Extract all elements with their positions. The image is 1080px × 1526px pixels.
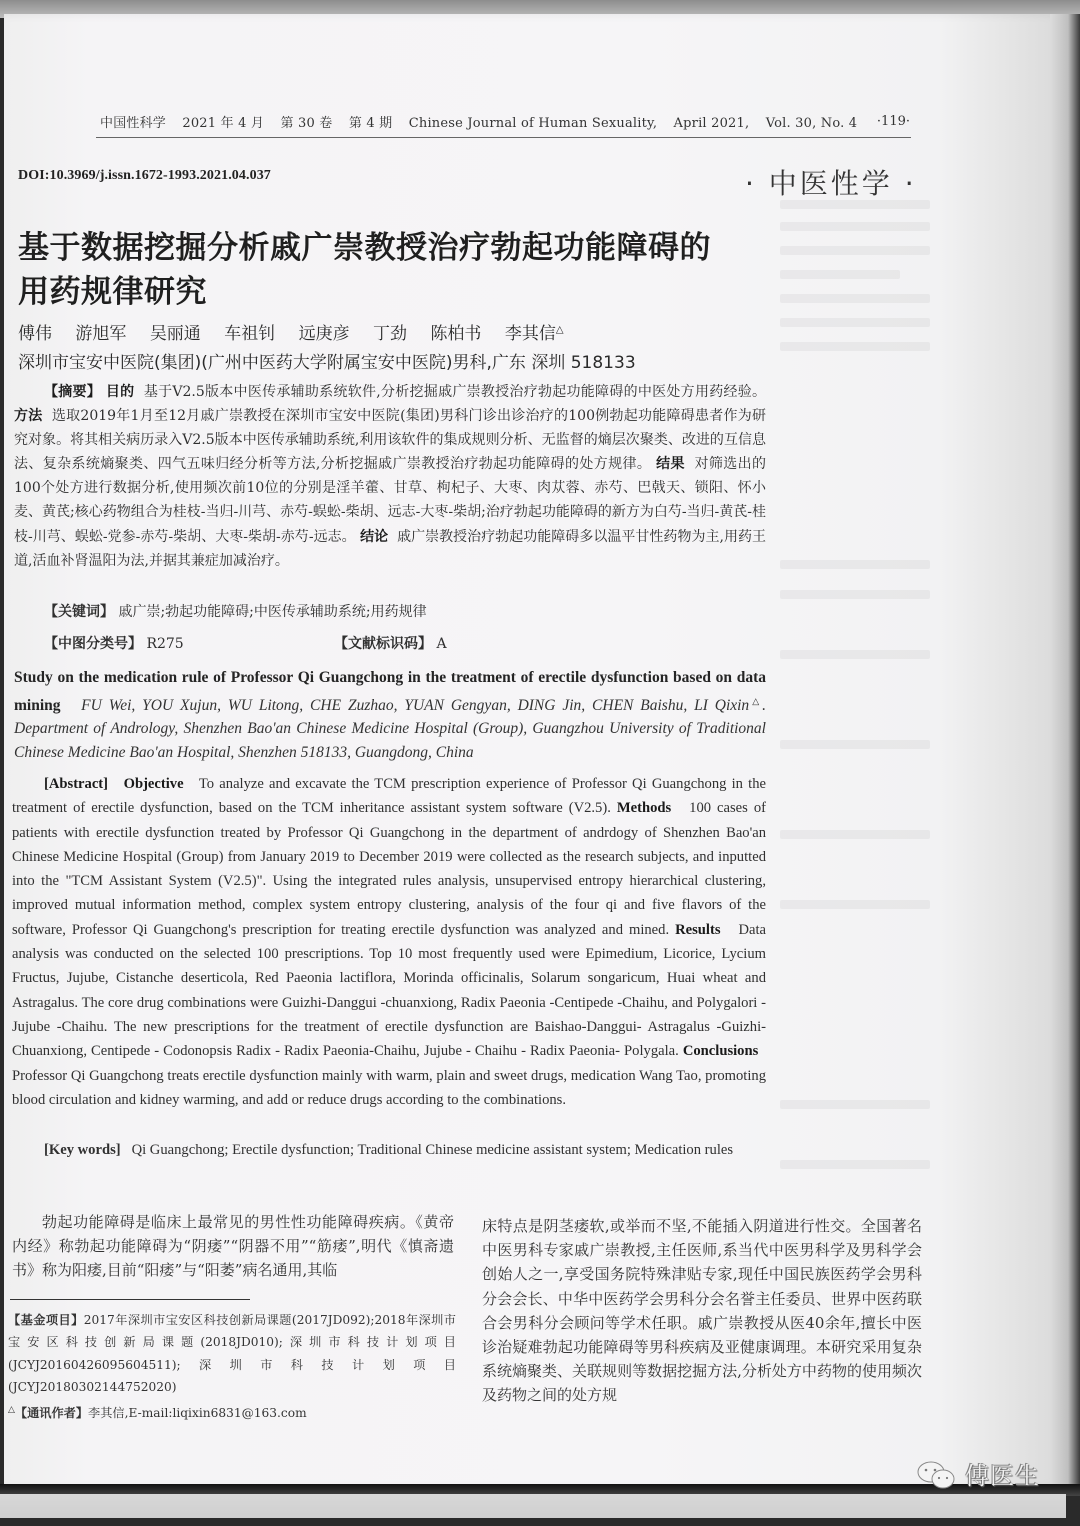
article-title-en-block bbox=[14, 666, 766, 765]
fund-note bbox=[8, 1309, 456, 1399]
methods-label: 方法 bbox=[14, 408, 43, 425]
column-label: · 中医性学 · bbox=[745, 167, 917, 200]
volume-issue-en: Vol. 30, No. 4 bbox=[765, 115, 858, 131]
corresponding-mark: △ bbox=[749, 695, 763, 706]
results-text-en: Data analysis was conducted on the selected 100 prescriptions. Top 10 most frequently used were Epimedium, Licorice, Lycium Fructus, Jujube, Cistanche deserticola, Red Paeonia lactiflora, Morinda officinalis, Solarum songaricum, Huai wheat and Astragalus. The core drug combinations were Guizhi-Danggui -chuanxiong, Radix Paeonia -Centipede -Chaihu, and Polygalori -Jujube -Chaihu. The new prescriptions for the treatment of erectile dysfunction are Baishao-Danggui- Astragalus -Guizhi-Chuanxiong, Centipede - Codonopsis Radix - Radix Paeonia-Chaihu, Jujube - Chaihu - Radix Paeonia- Polygala. bbox=[12, 921, 766, 1060]
corresponding-author-note bbox=[8, 1399, 456, 1424]
article-title-en: Study on the medication rule of Professor Qi Guangchong in the treatment of erectile dysfunction based on data mining bbox=[14, 669, 766, 714]
title-line-1: 基于数据挖掘分析戚广崇教授治疗勃起功能障碍的 bbox=[18, 230, 711, 266]
abstract-en bbox=[12, 772, 766, 1112]
objective-text-en: To analyze and excavate the TCM prescription experience of Professor Qi Guangchong in the treatment of erectile dysfunction, based on the TCM inheritance assistant system software (V2.5). bbox=[12, 776, 766, 817]
keywords-label-en: [Key words] bbox=[44, 1142, 121, 1158]
scanner-edge-bottom bbox=[0, 1494, 1066, 1518]
classification-line bbox=[44, 633, 764, 653]
page-edge-right bbox=[1050, 14, 1080, 1494]
corresponding-mark: △ bbox=[555, 324, 564, 336]
corresponding-mark: △ bbox=[8, 1404, 15, 1415]
running-header bbox=[100, 110, 910, 132]
keywords-label: 【关键词】 bbox=[44, 604, 114, 620]
watermark-text: 傅医生 bbox=[965, 1462, 1040, 1490]
abstract-cn bbox=[14, 380, 766, 573]
objective-label-en: Objective bbox=[123, 776, 184, 792]
clc-value: R275 bbox=[146, 636, 184, 652]
results-text: 对筛选出的100个处方进行数据分析,使用频次前10位的分别是淫羊藿、甘草、枸杞子、大枣、肉苁蓉、赤芍、巴戟天、锁阳、怀小麦、黄芪;核心药物组合为桂枝-当归-川芎、赤芍-蜈蚣-柴胡、远志-大枣-柴胡;治疗勃起功能障碍的新方为白芍-当归-黄芪-桂枝-川芎、蜈蚣-党参-赤芍-柴胡、大枣-柴胡-赤芍-远志。 bbox=[14, 456, 767, 545]
objective-text: 基于V2.5版本中医传承辅助系统软件,分析挖掘戚广崇教授治疗勃起功能障碍的中医处方用药经验。 bbox=[143, 384, 767, 400]
conclusions-label-en: Conclusions bbox=[682, 1043, 759, 1060]
author: 陈柏书 bbox=[430, 324, 482, 344]
journal-name-en: Chinese Journal of Human Sexuality, bbox=[408, 115, 658, 131]
author-list-cn bbox=[18, 319, 582, 344]
fund-label: 【基金项目】 bbox=[8, 1313, 84, 1327]
results-label: 结果 bbox=[656, 456, 685, 473]
clc-label: 【中图分类号】 bbox=[44, 636, 142, 652]
corr-label: 【通讯作者】 bbox=[14, 1405, 89, 1420]
doc-code-value: A bbox=[436, 636, 447, 652]
article-title-cn bbox=[18, 226, 778, 314]
author: 游旭军 bbox=[75, 324, 127, 344]
keywords-cn bbox=[44, 601, 427, 621]
body-paragraph-right: 床特点是阴茎痿软,或举而不坚,不能插入阴道进行性交。全国著名中医男科专家戚广崇教授,主任医师,系当代中医男科学及男科学会创始人之一,享受国务院特殊津贴专家,现任中国民族医药学会男科分会会长、中华中医药学会男科分会名誉主任委员、世界中医药联合会男科分会顾问等学术任职。戚广崇教授从医40余年,擅长中医诊治疑难勃起功能障碍等男科疾病及亚健康调理。本研究采用复杂系统熵聚类、关联规则等数据挖掘方法,分析处方中药物的使用频次及药物之间的处方规 bbox=[482, 1217, 922, 1405]
doc-code-label: 【文献标识码】 bbox=[334, 636, 432, 652]
methods-text-en: 100 cases of patients with erectile dysfunction treated by Professor Qi Guangchong in the department of andrdogy of Shenzhen Bao'an Chinese Medicine Hospital (Group) from January 2019 to December 2019 were collected as the research subjects, and inputted into the "TCM Assistant System (V2.5)". Using the integrated rules analysis, unsupervised entropy hierarchical clustering, improved mutual information method, complex system entropy clustering, analysis of the four qi and five flavors of the software, Professor Qi Guangchong's prescription for treating erectile dysfunction was analyzed and mined. bbox=[12, 800, 766, 938]
author: 傅伟 bbox=[18, 324, 52, 344]
fund-text: 2017年深圳市宝安区科技创新局课题(2017JD092);2018年深圳市宝安区科技创新局课题(2018JD010);深圳市科技计划项目(JCYJ20160426095604511);深圳市科技计划项目(JCYJ20180302144752020) bbox=[8, 1313, 456, 1395]
author: 车祖钊 bbox=[224, 324, 276, 344]
affiliation-en: . Department of Andrology, Shenzhen Bao'an Chinese Medicine Hospital (Group), Guangzhou University of Traditional Chinese Medicine Bao'an Hospital, Shenzhen 518133, Guangdong, China bbox=[14, 696, 767, 761]
header-rule bbox=[96, 137, 911, 138]
author: 丁劲 bbox=[373, 324, 408, 344]
author-list-en: FU Wei, YOU Xujun, WU Litong, CHE Zuzhao, YUAN Gengyan, DING Jin, CHEN Baishu, LI Qixin bbox=[81, 696, 750, 714]
issue-cn: 第 4 期 bbox=[348, 115, 393, 131]
issue-date-cn: 2021 年 4 月 bbox=[182, 115, 265, 131]
keywords-text-en: Qi Guangchong; Erectile dysfunction; Traditional Chinese medicine assistant system; Medication rules bbox=[131, 1142, 734, 1158]
conclusions-text-en: Professor Qi Guangchong treats erectile dysfunction mainly with warm, plain and sweet drugs, medication Wang Tao, promoting blood circulation and kidney warming, and add or reduce drugs according to the combinations. bbox=[12, 1067, 766, 1108]
volume-cn: 第 30 卷 bbox=[280, 115, 333, 131]
corr-text: 李其信,E-mail:liqixin6831@163.com bbox=[88, 1405, 307, 1420]
conclusion-label: 结论 bbox=[360, 528, 389, 545]
corresponding-author: 李其信△ bbox=[504, 324, 564, 344]
keywords-en bbox=[12, 1138, 766, 1162]
title-line-2: 用药规律研究 bbox=[18, 274, 207, 310]
conclusion-text: 戚广崇教授治疗勃起功能障碍多以温平甘性药物为主,用药王道,活血补肾温阳为法,并据其兼症加减治疗。 bbox=[14, 528, 767, 569]
author: 吴丽通 bbox=[149, 324, 201, 344]
footnote-rule bbox=[10, 1299, 250, 1300]
abstract-label-en: [Abstract] bbox=[44, 776, 109, 792]
author: 远庚彦 bbox=[298, 324, 350, 344]
doi: DOI:10.3969/j.issn.1672-1993.2021.04.037 bbox=[18, 168, 271, 183]
wechat-icon bbox=[915, 1459, 959, 1489]
watermark bbox=[915, 1456, 1040, 1491]
body-paragraph-left: 勃起功能障碍是临床上最常见的男性性功能障碍疾病。《黄帝内经》称勃起功能障碍为“阴痿”“阴器不用”“筋痿”,明代《慎斋遗书》称为阳痿,目前“阳痿”与“阳萎”病名通用,其临 bbox=[12, 1213, 454, 1279]
footnote bbox=[8, 1309, 456, 1424]
abstract-label: 【摘要】 bbox=[44, 384, 102, 400]
affiliation-cn: 深圳市宝安中医院(集团)(广州中医药大学附属宝安中医院)男科,广东 深圳 518133 bbox=[18, 353, 636, 373]
page-number: ·119· bbox=[876, 113, 910, 129]
results-label-en: Results bbox=[675, 921, 721, 938]
objective-label: 目的 bbox=[105, 384, 135, 400]
issue-date-en: April 2021, bbox=[673, 115, 750, 131]
keywords-text: 戚广崇;勃起功能障碍;中医传承辅助系统;用药规律 bbox=[118, 604, 427, 620]
methods-label-en: Methods bbox=[616, 800, 672, 817]
methods-text: 选取2019年1月至12月戚广崇教授在深圳市宝安中医院(集团)男科门诊出诊治疗的100例勃起功能障碍患者作为研究对象。将其相关病历录入V2.5版本中医传承辅助系统,利用该软件的集成规则分析、无监督的熵层次聚类、改进的互信息法、复杂系统熵聚类、四气五味归经分析等方法,分析挖掘戚广崇教授治疗勃起功能障碍的处方规律。 bbox=[14, 408, 767, 473]
journal-name-cn: 中国性科学 bbox=[100, 115, 167, 131]
